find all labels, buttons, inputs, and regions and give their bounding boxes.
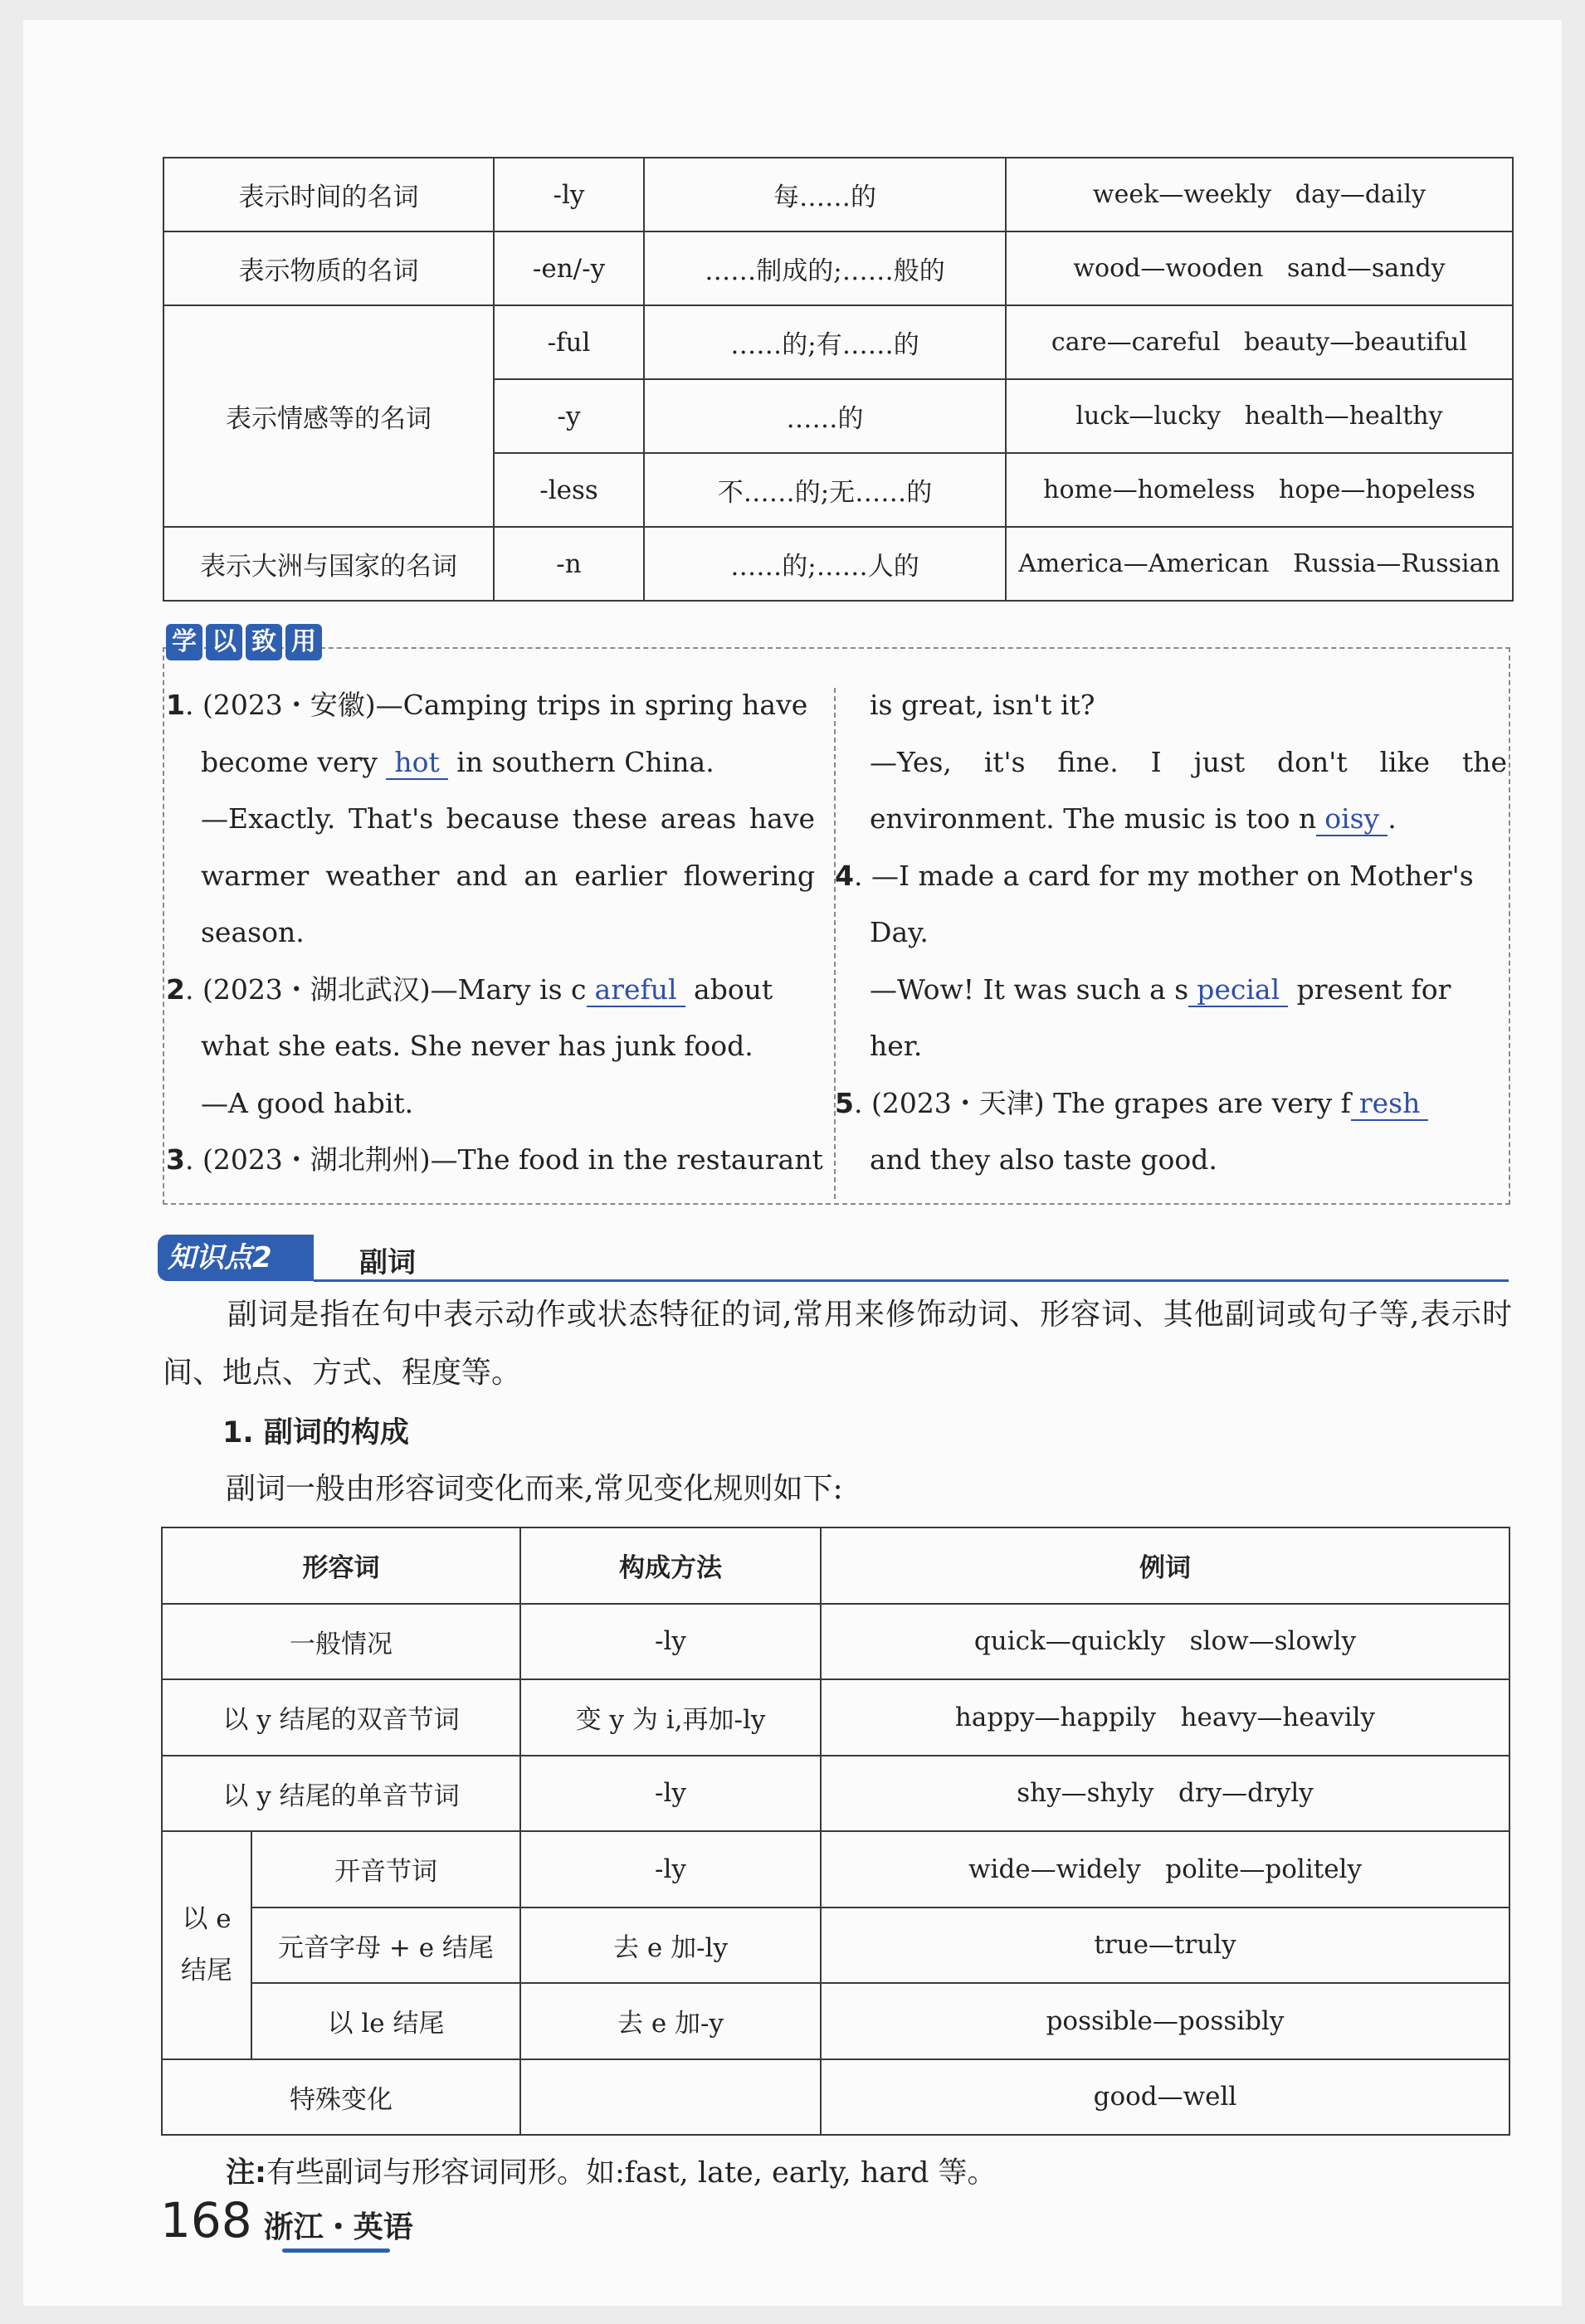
- answer-blank[interactable]: oisy: [1316, 802, 1387, 836]
- question-4-line: her.: [870, 1030, 923, 1062]
- meaning-cell: ……的: [644, 379, 1006, 453]
- exercise-left-column: [166, 677, 823, 1189]
- table-row: [163, 158, 1513, 231]
- method-cell: -ly: [520, 1604, 821, 1680]
- badge-char: 致: [246, 624, 282, 660]
- meaning-cell: 不……的;无……的: [644, 453, 1006, 527]
- badge-char: 用: [285, 624, 322, 660]
- method-cell: 变 y 为 i,再加-ly: [520, 1679, 821, 1756]
- question-text: . —I made a card for my mother on Mother's: [853, 859, 1474, 892]
- suffix-cell: -y: [494, 379, 644, 453]
- question-text: . (2023・安徽)—Camping trips in spring have: [184, 689, 808, 721]
- suffix-cell: -en/-y: [494, 231, 644, 305]
- question-text: —Wow! It was such a s: [870, 972, 1189, 1006]
- question-5-line: and they also taste good.: [870, 1143, 1217, 1176]
- adjective-cell: 特殊变化: [162, 2059, 520, 2136]
- group-cell: [162, 1831, 251, 2059]
- adjective-to-adverb-table: [161, 1527, 1510, 2136]
- question-4-line: Day.: [870, 916, 929, 948]
- question-2-line: —A good habit.: [201, 1086, 414, 1119]
- table-row: [162, 1679, 1509, 1756]
- question-number: 2: [166, 972, 185, 1006]
- question-number: 5: [835, 1086, 854, 1119]
- method-cell: -ly: [520, 1756, 821, 1832]
- meaning-cell: ……的;……人的: [644, 527, 1006, 601]
- adjective-cell: 以 le 结尾: [251, 1983, 520, 2059]
- table-row: [162, 1831, 1509, 1907]
- examples-cell: quick—quickly slow—slowly: [821, 1604, 1509, 1680]
- question-2-line: [166, 962, 815, 1019]
- question-text: . (2023・湖北武汉)—Mary is c: [184, 972, 587, 1006]
- adjective-cell: 开音节词: [251, 1831, 520, 1907]
- examples-cell: wide—widely polite—politely: [821, 1831, 1509, 1907]
- answer-blank[interactable]: resh: [1351, 1087, 1429, 1121]
- suffix-cell: -n: [494, 527, 644, 601]
- question-text: in southern China.: [456, 745, 714, 778]
- suffix-cell: -ful: [494, 305, 644, 379]
- examples-cell: care—careful beauty—beautiful: [1006, 305, 1513, 379]
- method-cell: 去 e 加-y: [520, 1983, 821, 2059]
- table-row: [162, 1756, 1509, 1832]
- section-underline: [314, 1279, 1509, 1282]
- question-4-line: [835, 848, 1507, 905]
- noun-type-cell: 表示物质的名词: [163, 231, 494, 305]
- method-cell: -ly: [520, 1831, 821, 1907]
- table-row: [162, 2059, 1509, 2136]
- column-header: 构成方法: [520, 1527, 821, 1604]
- examples-cell: true—truly: [821, 1907, 1509, 1984]
- table-row: [163, 305, 1513, 379]
- question-3-line: [870, 791, 1507, 848]
- meaning-cell: ……的;有……的: [644, 305, 1006, 379]
- section-badge: 知识点2: [158, 1235, 314, 1281]
- table-header-row: [162, 1527, 1509, 1604]
- table-row: [163, 527, 1513, 601]
- exercise-right-column: [835, 677, 1507, 1189]
- question-1-line: [166, 734, 815, 792]
- noun-to-adjective-table: [163, 157, 1514, 602]
- answer-blank[interactable]: pecial: [1188, 973, 1288, 1007]
- table-row: [162, 1983, 1509, 2059]
- badge-char: 学: [166, 624, 202, 660]
- method-cell: 去 e 加-ly: [520, 1907, 821, 1984]
- question-text: present for: [1296, 972, 1451, 1006]
- question-4-line: [870, 962, 1507, 1019]
- intro-paragraph: 副词是指在句中表示动作或状态特征的词,常用来修饰动词、形容词、其他副词或句子等,表示时间、地点、方式、程度等。: [163, 1298, 1512, 1390]
- noun-type-cell: 表示大洲与国家的名词: [163, 527, 494, 601]
- footer-accent-bar: [282, 2248, 390, 2253]
- question-1-line: season.: [201, 916, 305, 948]
- table-row: [162, 1604, 1509, 1680]
- book-label: 浙江・英语: [263, 2210, 413, 2244]
- note-label: 注:: [226, 2156, 266, 2190]
- question-text: .: [1387, 802, 1397, 835]
- examples-cell: home—homeless hope—hopeless: [1006, 453, 1513, 527]
- adjective-cell: 一般情况: [162, 1604, 520, 1680]
- question-text: . (2023・天津) The grapes are very f: [853, 1086, 1351, 1119]
- question-text: become very: [201, 745, 378, 778]
- subsection-title: 1. 副词的构成: [222, 1416, 409, 1449]
- rule-text: 副词一般由形容词变化而来,常见变化规则如下:: [226, 1472, 843, 1506]
- examples-cell: America—American Russia—Russian: [1006, 527, 1513, 601]
- question-text: . (2023・湖北荆州)—The food in the restaurant: [184, 1143, 823, 1176]
- meaning-cell: 每……的: [644, 158, 1006, 231]
- examples-cell: shy—shyly dry—dryly: [821, 1756, 1509, 1832]
- examples-cell: week—weekly day—daily: [1006, 158, 1513, 231]
- question-text: about: [694, 972, 773, 1006]
- question-number: 4: [835, 859, 854, 892]
- examples-cell: wood—wooden sand—sandy: [1006, 231, 1513, 305]
- method-cell: [520, 2059, 821, 2136]
- question-3-line: is great, isn't it?: [870, 689, 1095, 721]
- noun-type-cell: 表示时间的名词: [163, 158, 494, 231]
- question-3-line: —Yes, it's fine. I just don't like the: [870, 745, 1507, 778]
- section-title: 副词: [359, 1246, 416, 1279]
- group-label: 以 e: [182, 1904, 232, 1935]
- suffix-cell: -ly: [494, 158, 644, 231]
- noun-type-cell: 表示情感等的名词: [163, 305, 494, 527]
- column-header: 例词: [821, 1527, 1509, 1604]
- question-number: 3: [166, 1143, 185, 1176]
- examples-cell: happy—happily heavy—heavily: [821, 1679, 1509, 1756]
- answer-blank[interactable]: hot: [386, 746, 447, 780]
- adjective-cell: 以 y 结尾的双音节词: [162, 1679, 520, 1756]
- question-number: 1: [166, 689, 185, 721]
- note-text: 有些副词与形容词同形。如:fast, late, early, hard 等。: [266, 2156, 997, 2190]
- question-5-line: [835, 1075, 1507, 1133]
- answer-blank[interactable]: areful: [587, 973, 685, 1007]
- badge-char: 以: [206, 624, 242, 660]
- group-label: 结尾: [181, 1956, 232, 1986]
- examples-cell: good—well: [821, 2059, 1509, 2136]
- page: [23, 20, 1562, 2306]
- table-row: [163, 231, 1513, 305]
- adjective-cell: 以 y 结尾的单音节词: [162, 1756, 520, 1832]
- suffix-cell: -less: [494, 453, 644, 527]
- question-1-line: —Exactly. That's because these areas have: [201, 802, 815, 835]
- adjective-cell: 元音字母 + e 结尾: [251, 1907, 520, 1984]
- examples-cell: luck—lucky health—healthy: [1006, 379, 1513, 453]
- question-2-line: what she eats. She never has junk food.: [201, 1030, 753, 1062]
- page-number: 168: [160, 2192, 252, 2248]
- question-3-line: [166, 1132, 823, 1189]
- table-row: [162, 1907, 1509, 1984]
- question-1-line: [166, 677, 815, 734]
- meaning-cell: ……制成的;……般的: [644, 231, 1006, 305]
- question-text: environment. The music is too n: [870, 802, 1317, 835]
- exercise-badge: [166, 624, 322, 660]
- column-header: 形容词: [162, 1527, 520, 1604]
- page-footer: [160, 2192, 413, 2248]
- examples-cell: possible—possibly: [821, 1983, 1509, 2059]
- question-1-line: warmer weather and an earlier flowering: [201, 859, 815, 892]
